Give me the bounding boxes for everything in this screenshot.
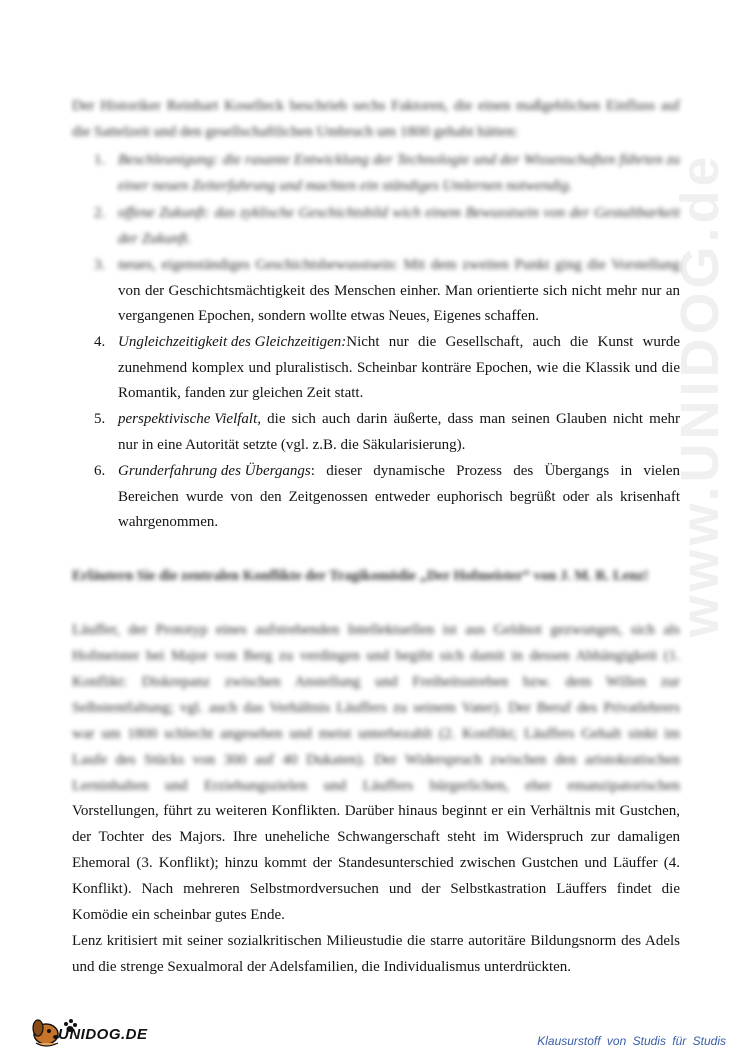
para-blurred-line-1: Läuffer, der Prototyp eines aufstrebenden Intellektuellen ist aus Geldnot gezwungen, sich als (72, 622, 680, 638)
watermark-text: www.UNIDOG.de (670, 152, 730, 638)
para-blurred-line-3: Konflikt: Diskrepanz zwischen Anstellung und Freiheitsstreben bzw. dem Willen zur (72, 674, 680, 690)
list-item-1-line-1: Beschleunigung: die rasante Entwicklung der Technologie und der Wissenschaften führten zu (118, 152, 680, 168)
intro-line-2: die Sattelzeit und den gesellschaftlichen Umbruch um 1800 gehabt hätten: (72, 124, 519, 140)
list-number-5: 5. (94, 411, 106, 427)
para-clear-line-1: Vorstellungen, führt zu weiteren Konflikten. Darüber hinaus beginnt er ein Verhältnis mit Gustchen, (72, 803, 680, 819)
list-item-6-line-3: wahrgenommen. (118, 514, 219, 530)
para-blurred-line-2: Hofmeister bei Major von Berg zu verdingen und begibt sich damit in dessen Abhängigkeit (1. (72, 648, 680, 664)
list-item-3-line-1: neues, eigenständiges Geschichtsbewusstsein: Mit dem zweiten Punkt ging die Vorstellung (118, 257, 680, 273)
para-blurred-line-7: Lerninhalten und Erziehungszielen und Läuffers bürgerlichen, eher emanzipatorischen (72, 778, 680, 794)
list-item-4-line-3: Romantik, fanden zur gleichen Zeit statt. (118, 385, 364, 401)
list-number-1: 1. (94, 152, 106, 168)
list-item-2-line-2: der Zukunft. (118, 231, 192, 247)
para-blurred-line-5: war um 1800 schlecht angesehen und meist unterbezahlt (2. Konflikt; Läuffers Gehalt sinkt im (72, 726, 680, 742)
list-item-5-line-1 (118, 409, 680, 429)
para2-line-1: Lenz kritisiert mit seiner sozialkritischen Milieustudie die starre autoritäre Bildungsnorm des Adels (72, 933, 680, 949)
para2-line-2: und die strenge Sexualmoral der Adelsfamilien, die Individualismus unterdrückten. (72, 959, 572, 975)
list-number-2: 2. (94, 205, 106, 221)
para-clear-line-2: der Tochter des Majors. Ihre uneheliche Schwangerschaft steht im Widerspruch zur damaligen (72, 829, 680, 845)
list-item-5-term: perspektivische Vielfalt (118, 411, 258, 427)
list-number-4: 4. (94, 334, 106, 350)
para-blurred-line-6: Laufe des Stücks von 300 auf 40 Dukaten). Der Widerspruch zwischen den aristokratischen (72, 752, 680, 768)
list-item-5-line-1-rest: , die sich auch darin äußerte, dass man seinen Glauben nicht mehr (257, 411, 680, 427)
list-item-4-line-2: zunehmend komplex und pluralistisch. Scheinbar konträre Epochen, wie die Klassik und die (118, 360, 680, 376)
section-heading: Erläutern Sie die zentralen Konflikte der Tragikomödie „Der Hofmeister“ von J. M. R. Lenz! (72, 568, 649, 584)
logo-text: UNIDOG.DE (58, 1026, 148, 1043)
list-item-6-line-1 (118, 461, 680, 481)
list-item-4-line-1-rest: Nicht nur die Gesellschaft, auch die Kunst wurde (346, 334, 680, 350)
list-item-2-line-1: offene Zukunft: das zyklische Geschichtsbild wich einem Bewusstsein von der Gestaltbarkeit (118, 205, 680, 221)
list-item-1-line-2: einer neuen Zeiterfahrung und machten ein ständiges Umlernen notwendig. (118, 178, 573, 194)
list-item-4-term: Ungleichzeitigkeit des Gleichzeitigen: (118, 334, 347, 350)
para-clear-line-3: Ehemoral (3. Konflikt); hinzu kommt der Standesunterschied zwischen Gustchen und Läuffer (4. (72, 855, 680, 871)
list-item-3-line-2: von der Geschichtsmächtigkeit des Menschen einher. Man orientierte sich nicht mehr nur an (118, 283, 680, 299)
para-blurred-line-4: Selbstentfaltung; vgl. auch das Verhältnis Läuffers zu seinem Vater). Der Beruf des Privatlehrers (72, 700, 680, 716)
para-clear-line-5: Komödie ein scheinbar gutes Ende. (72, 907, 285, 923)
para-clear-line-4: Konflikt). Nach mehreren Selbstmordversuchen und der Selbstkastration Läuffers findet die (72, 881, 680, 897)
list-item-5-line-2: nur in eine Autorität setzte (vgl. z.B. die Säkularisierung). (118, 437, 466, 453)
list-item-6-line-2: Bereichen wurde von den Zeitgenossen entweder euphorisch begrüßt oder als krisenhaft (118, 489, 680, 505)
list-number-3: 3. (94, 257, 106, 273)
intro-line-1: Der Historiker Reinhart Koselleck beschrieb sechs Faktoren, die einen maßgeblichen Einfluss auf (72, 98, 680, 114)
list-item-6-term: Grunderfahrung des Übergangs (118, 463, 311, 479)
list-item-4-line-1 (118, 332, 680, 352)
list-item-3-line-3: vergangenen Epochen, sondern wollte etwas Neues, Eigenes schaffen. (118, 308, 539, 324)
footer-slogan: Klausurstoff von Studis für Studis (537, 1034, 726, 1048)
list-number-6: 6. (94, 463, 106, 479)
list-item-6-line-1-rest: : dieser dynamische Prozess des Übergangs in vielen (310, 463, 680, 479)
